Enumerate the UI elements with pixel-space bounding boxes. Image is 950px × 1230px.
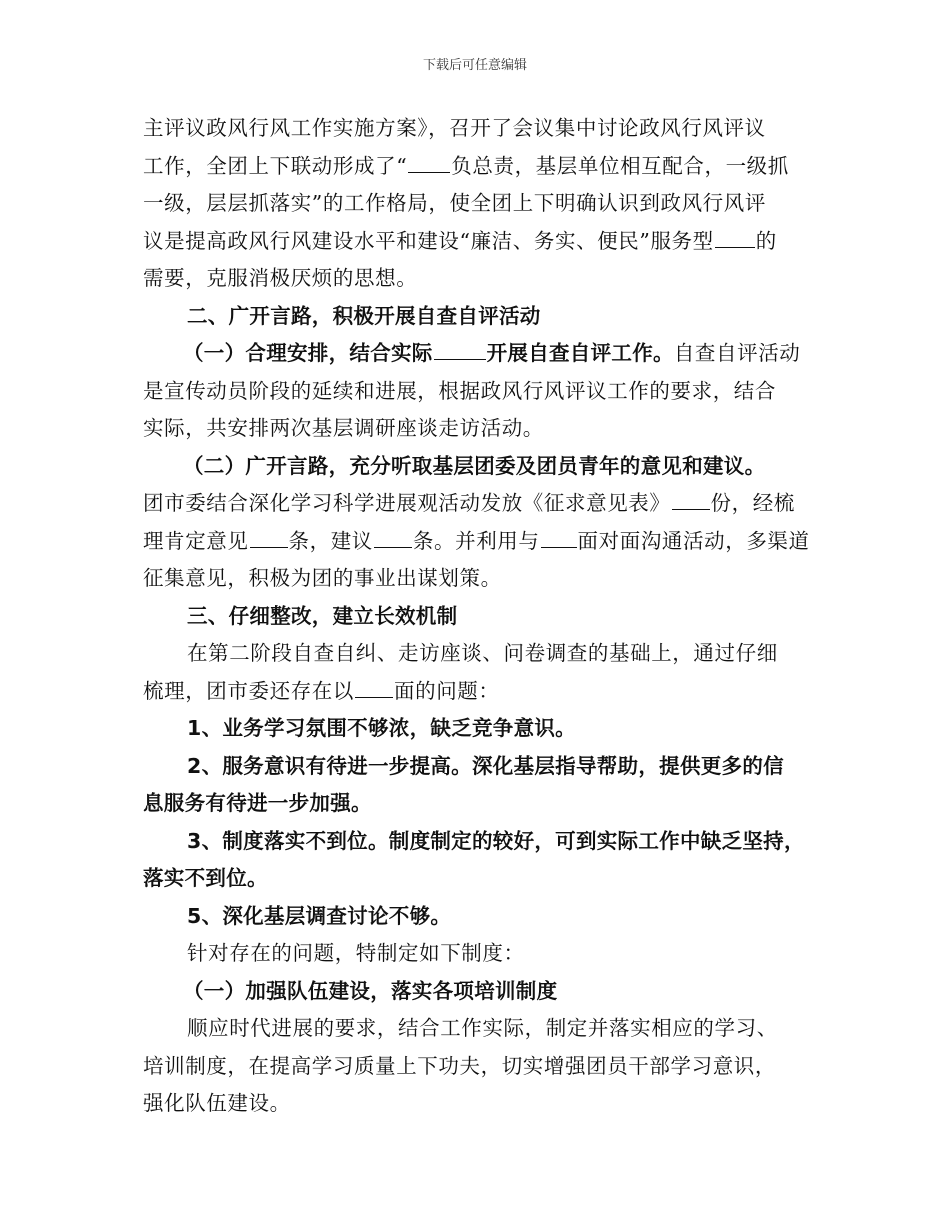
paragraph-line: 团市委结合深化学习科学进展观活动发放《征求意见表》 份，经梳 (143, 491, 795, 515)
paragraph-line: 梳理，团市委还存在以 面的问题： (143, 678, 500, 703)
blank-underline (355, 679, 393, 698)
paragraph-line: 主评议政风行风工作实施方案》，召开了会议集中讨论政风行风评议 (143, 116, 766, 140)
list-item: 3、制度落实不到位。制度制定的较好，可到实际工作中缺乏坚持， (187, 828, 805, 853)
list-item-continuation: 息服务有待进一步加强。 (143, 791, 372, 815)
paragraph-line: 在第二阶段自查自纠、走访座谈、问卷调查的基础上，通过仔细 (187, 641, 778, 665)
paragraph-line: 征集意见，积极为团的事业出谋划策。 (143, 566, 502, 590)
list-item-continuation: 落实不到位。 (143, 866, 268, 890)
blank-underline (374, 529, 412, 548)
page-header: 下载后可任意编辑 (422, 58, 527, 73)
list-item: 5、深化基层调查讨论不够。 (187, 903, 452, 928)
paragraph-line: 工作，全团上下联动形成了“ 负总责，基层单位相互配合，一级抓 (143, 153, 789, 178)
paragraph-line: 针对存在的问题，特制定如下制度： (187, 941, 525, 965)
blank-underline (434, 341, 486, 360)
section-heading: 三、仔细整改，建立长效机制 (187, 603, 458, 628)
paragraph-line: 顺应时代进展的要求，结合工作实际，制定并落实相应的学习、 (187, 1016, 778, 1040)
paragraph-line: 是宣传动员阶段的延续和进展，根据政风行风评议工作的要求，结合 (143, 378, 776, 403)
blank-underline (541, 529, 577, 548)
subsection-line: （一）合理安排，结合实际 开展自查自评工作。自查自评活动 (183, 341, 801, 365)
paragraph-line: 理肯定意见 条，建议 条。并利用与 面对面沟通活动，多渠道 (143, 528, 810, 553)
blank-underline (672, 491, 710, 510)
subsection-heading: （二）广开言路，充分听取基层团委及团员青年的意见和建议。 (183, 453, 766, 478)
blank-underline (250, 529, 288, 548)
list-item: 1、业务学习氛围不够浓，缺乏竞争意识。 (187, 716, 576, 740)
blank-underline (408, 154, 450, 173)
paragraph-line: 强化队伍建设。 (143, 1091, 291, 1115)
paragraph-line: 需要，克服消极厌烦的思想。 (143, 266, 418, 290)
paragraph-line: 实际，共安排两次基层调研座谈走访活动。 (143, 416, 544, 440)
paragraph-line: 一级，层层抓落实”的工作格局，使全团上下明确认识到政风行风评 (143, 191, 766, 215)
paragraph-line: 培训制度，在提高学习质量上下功夫，切实增强团员干部学习意识， (143, 1053, 776, 1078)
subsection-heading: （一）加强队伍建设，落实各项培训制度 (183, 978, 558, 1003)
blank-underline (715, 229, 755, 248)
paragraph-line: 议是提高政风行风建设水平和建设“廉洁、务实、便民”服务型 的 (143, 228, 777, 253)
list-item: 2、服务意识有待进一步提高。深化基层指导帮助，提供更多的信 (187, 753, 784, 778)
section-heading: 二、广开言路，积极开展自查自评活动 (187, 303, 541, 328)
document-body (143, 110, 815, 1123)
